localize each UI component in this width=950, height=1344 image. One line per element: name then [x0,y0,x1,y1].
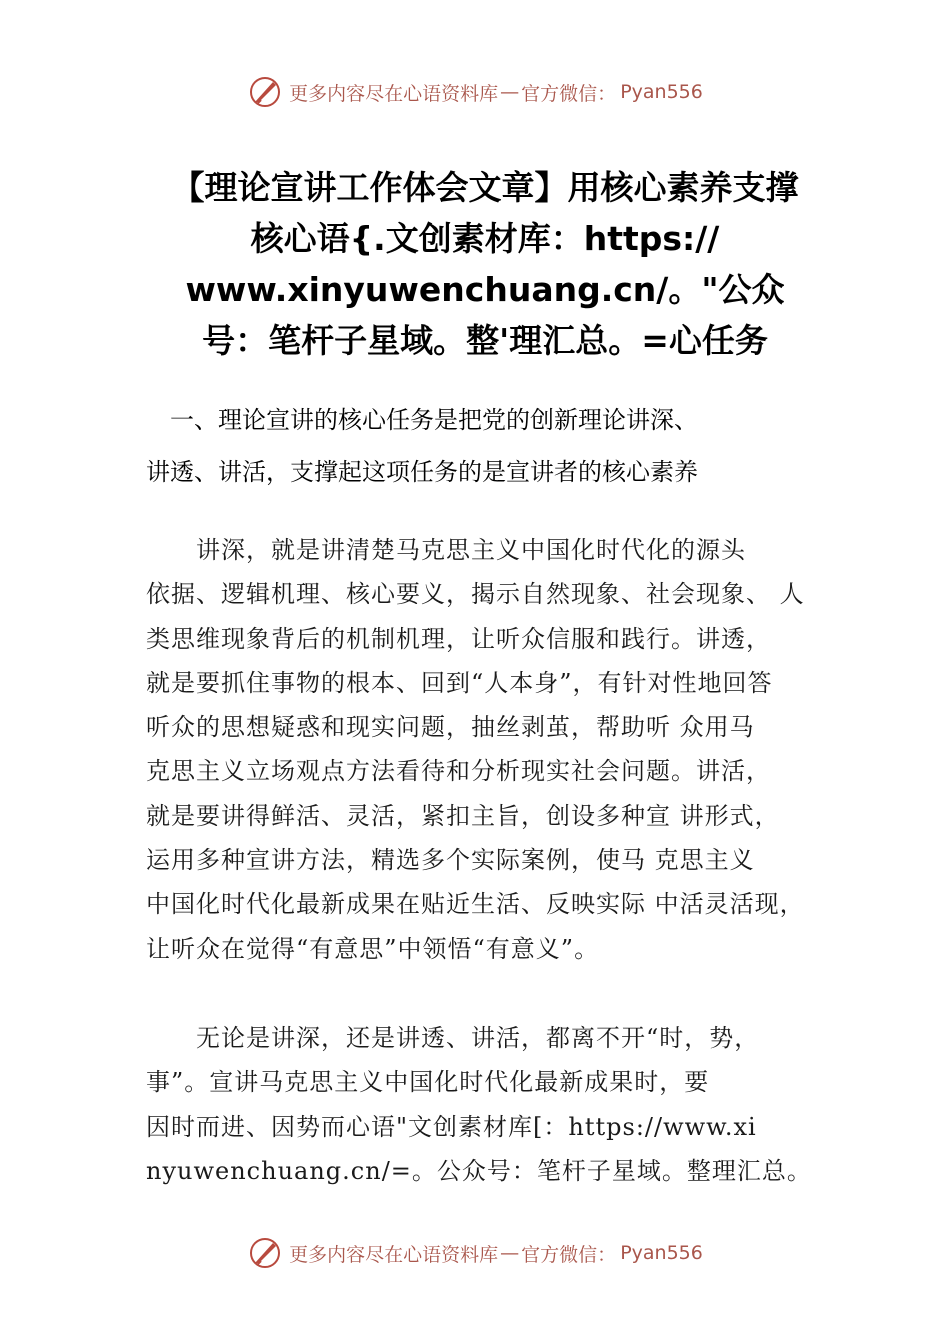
quill-logo-icon [247,74,283,110]
paragraph-line: 让听众在觉得“有意思”中领悟“有意义”。 [146,934,600,963]
footer-banner [0,1231,950,1275]
banner-main-text: 更多内容尽在心语资料库 [289,82,499,105]
banner-separator: — [500,1242,520,1264]
paragraph-line: 运用多种宣讲方法，精选多个实际案例，使马 克思主义 [146,846,755,875]
paragraph-line: 依据、逻辑机理、核心要义，揭示自然现象、社会现象、 人 [146,580,805,609]
paragraph-line: 就是要讲得鲜活、灵活，紧扣主旨，创设多种宣 讲形式， [146,801,780,830]
heading-line: 讲透、讲活，支撑起这项任务的是宣讲者的核心素养 [146,458,698,486]
paragraph-1 [146,528,856,971]
banner-wechat-id: Pyan556 [620,1242,703,1264]
title-line: www.xinyuwenchuang.cn/。"公众 [185,270,785,309]
paragraph-line: 因时而进、因势而心语"文创素材库[：https://www.xi [146,1112,757,1141]
paragraph-line: 无论是讲深，还是讲透、讲活，都离不开“时，势， [146,1024,760,1052]
banner-wechat-label: 官方微信： [521,1243,617,1266]
section-heading [146,394,846,498]
paragraph-line: 类思维现象背后的机制机理，让听众信服和践行。讲透， [146,624,771,653]
header-banner [0,70,950,114]
title-line: 号：笔杆子星域。整'理汇总。=心任务 [202,321,768,360]
paragraph-line: 事”。宣讲马克思主义中国化时代化最新成果时，要 [146,1068,710,1097]
paragraph-line: 中国化时代化最新成果在贴近生活、反映实际 中活灵活现， [146,890,805,919]
banner-wechat-id: Pyan556 [620,81,703,103]
paragraph-2 [146,1016,856,1193]
quill-logo-icon [247,1235,283,1271]
banner-separator: — [500,81,520,103]
title-line: 核心语{.文创素材库：https:// [250,219,720,258]
paragraph-line: nyuwenchuang.cn/=。公众号：笔杆子星域。整理汇总。 [146,1156,812,1185]
document-title [140,162,830,366]
paragraph-line: 就是要抓住事物的根本、回到“人本身”，有针对性地回答 [146,668,773,697]
banner-wechat-label: 官方微信： [521,82,617,105]
paragraph-line: 听众的思想疑惑和现实问题，抽丝剥茧，帮助听 众用马 [146,713,755,742]
banner-main-text: 更多内容尽在心语资料库 [289,1243,499,1266]
heading-line: 一、理论宣讲的核心任务是把党的创新理论讲深、 [146,406,698,434]
paragraph-line: 克思主义立场观点方法看待和分析现实社会问题。讲活， [146,757,771,786]
paragraph-line: 讲深，就是讲清楚马克思主义中国化时代化的源头 [146,536,746,564]
title-line: 【理论宣讲工作体会文章】用核心素养支撑 [171,168,799,207]
